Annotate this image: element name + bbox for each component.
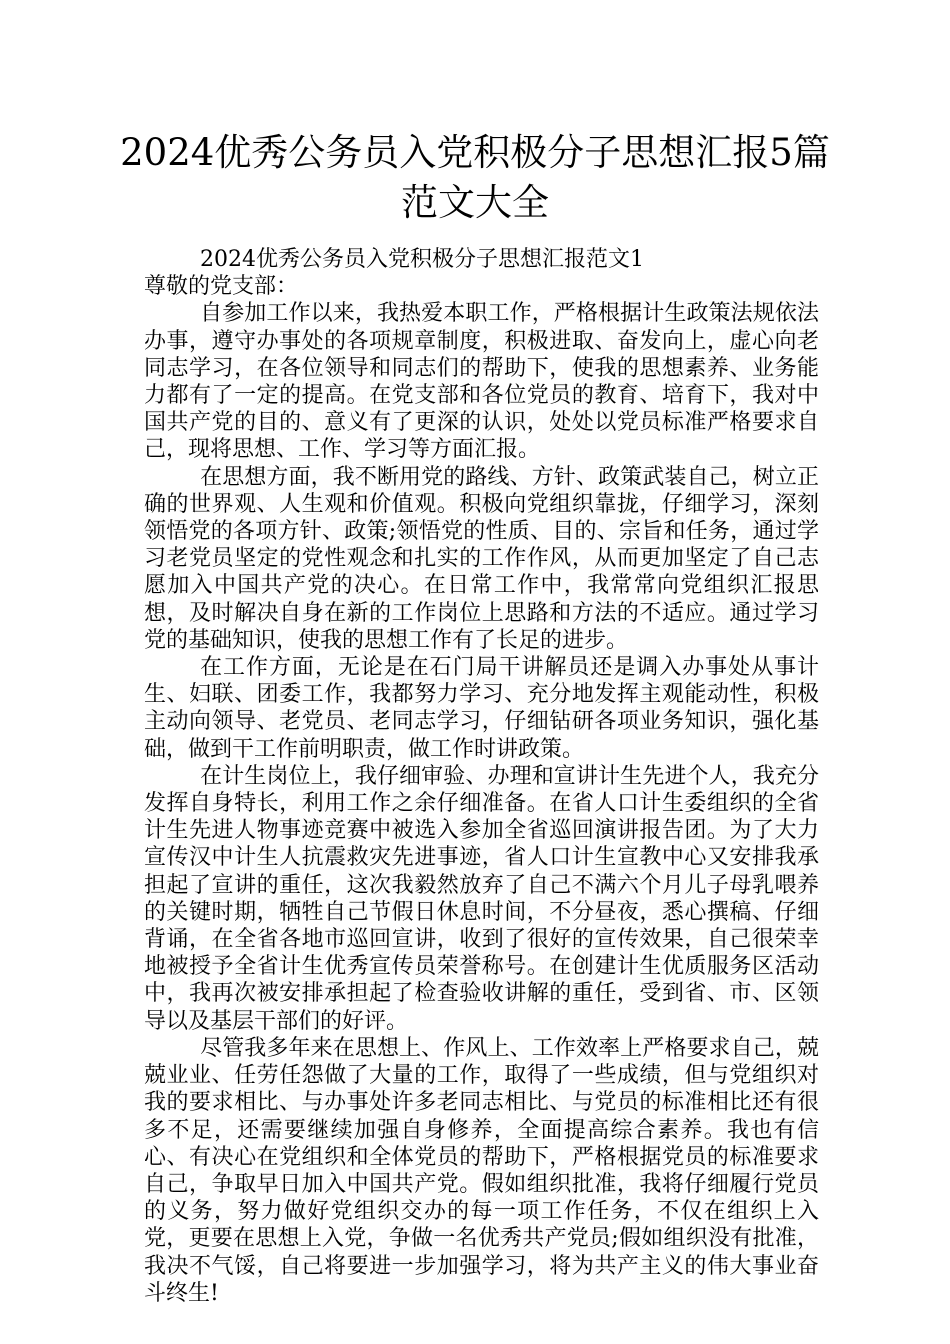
salutation: 尊敬的党支部： bbox=[144, 274, 299, 300]
document-body bbox=[144, 246, 819, 1307]
document-subtitle: 2024优秀公务员入党积极分子思想汇报范文1 bbox=[200, 247, 644, 272]
document-title: 2024优秀公务员入党积极分子思想汇报5篇范文大全 bbox=[120, 131, 830, 224]
paragraph-5: 尽管我多年来在思想上、作风上、工作效率上严格要求自己，兢兢业业、任劳任怨做了大量的工作，取得了一些成绩，但与党组织对我的要求相比、与办事处许多老同志相比、与党员的标准相比还有很多不足，还需要继续加强自身修养，全面提高综合素养。我也有信心、有决心在党组织和全体党员的帮助下，严格根据党员的标准要求自己，争取早日加入中国共产党。假如组织批准，我将仔细履行党员的义务，努力做好党组织交办的每一项工作任务，不仅在组织上入党，更要在思想上入党，争做一名优秀共产党员;假如组织没有批准，我决不气馁，自己将要进一步加强学习，将为共产主义的伟大事业奋斗终生! bbox=[144, 1035, 819, 1306]
paragraph-4: 在计生岗位上，我仔细审验、办理和宣讲计生先进个人，我充分发挥自身特长，利用工作之余仔细准备。在省人口计生委组织的全省计生先进人物事迹竞赛中被选入参加全省巡回演讲报告团。为了大力宣传汉中计生人抗震救灾先进事迹，省人口计生宣教中心又安排我承担起了宣讲的重任，这次我毅然放弃了自己不满六个月儿子母乳喂养的关键时期，牺牲自己节假日休息时间，不分昼夜，悉心撰稿、仔细背诵，在全省各地市巡回宣讲，收到了很好的宣传效果，自己很荣幸地被授予全省计生优秀宣传员荣誉称号。在创建计生优质服务区活动中，我再次被安排承担起了检查验收讲解的重任，受到省、市、区领导以及基层干部们的好评。 bbox=[144, 763, 819, 1034]
paragraph-1: 自参加工作以来，我热爱本职工作，严格根据计生政策法规依法办事，遵守办事处的各项规章制度，积极进取、奋发向上，虚心向老同志学习，在各位领导和同志们的帮助下，使我的思想素养、业务能力都有了一定的提高。在党支部和各位党员的教育、培育下，我对中国共产党的目的、意义有了更深的认识，处处以党员标准严格要求自己，现将思想、工作、学习等方面汇报。 bbox=[144, 301, 819, 463]
paragraph-2: 在思想方面，我不断用党的路线、方针、政策武装自己，树立正确的世界观、人生观和价值观。积极向党组织靠拢，仔细学习，深刻领悟党的各项方针、政策;领悟党的性质、目的、宗旨和任务，通过学习老党员坚定的党性观念和扎实的工作作风，从而更加坚定了自己志愿加入中国共产党的决心。在日常工作中，我常常向党组织汇报思想，及时解决自身在新的工作岗位上思路和方法的不适应。通过学习党的基础知识，使我的思想工作有了长足的进步。 bbox=[144, 464, 819, 653]
paragraph-3: 在工作方面，无论是在石门局干讲解员还是调入办事处从事计生、妇联、团委工作，我都努力学习、充分地发挥主观能动性，积极主动向领导、老党员、老同志学习，仔细钻研各项业务知识，强化基础，做到干工作前明职责，做工作时讲政策。 bbox=[144, 655, 819, 762]
